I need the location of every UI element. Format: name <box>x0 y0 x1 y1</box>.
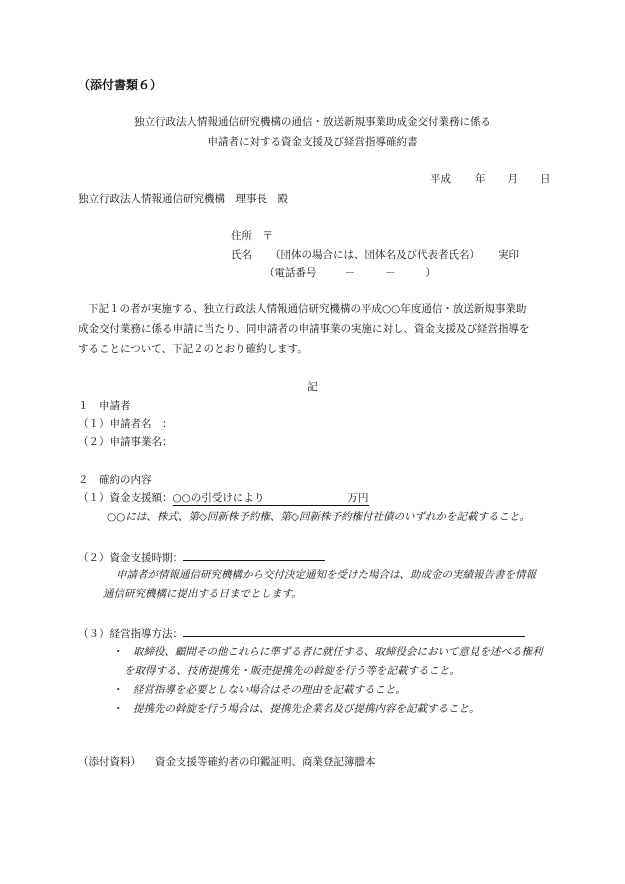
name-note: （団体の場合には、団体名及び代表者氏名） <box>270 249 480 261</box>
funding-amount-line <box>78 491 369 506</box>
ki-label: 記 <box>307 381 318 393</box>
body-line-3: することについて、下記２のとおり確約します。 <box>78 343 308 355</box>
attachment-label: （添付書類６） <box>78 78 163 92</box>
addressee: 独立行政法人情報通信研究機構 理事長 殿 <box>78 193 288 205</box>
funding-time-note-2: 通信研究機構に提出する日までとします。 <box>103 588 302 600</box>
phone-dash-1: － <box>344 267 355 279</box>
funding-amount-note: ○○には、株式、第◇回新株予約権、第◇回新株予約権付社債のいずれかを記載すること。 <box>107 511 530 523</box>
funding-amount-label: （１）資金支援額： <box>78 492 173 504</box>
guidance-bullet-1-line-1: ・ 取締役、顧問その他これらに準ずる者に就任する、取締役会において意見を述べる権利 <box>112 646 543 658</box>
applicant-project-item: （２）申請事業名： <box>78 436 173 448</box>
date-era: 平成 <box>430 173 451 185</box>
date-year: 年 <box>475 173 486 185</box>
funding-amount-unit: 万円 <box>347 492 369 504</box>
body-line-2: 成金交付業務に係る申請に当たり、同申請者の申請事業の実施に対し、資金支援及び経営指導を <box>78 323 530 335</box>
date-day: 日 <box>540 173 551 185</box>
guidance-label: （３）経営指導方法： <box>78 628 183 640</box>
funding-time-field <box>183 548 325 561</box>
funding-time-line <box>78 548 325 565</box>
phone-close: ） <box>425 267 436 279</box>
attachments-line <box>78 755 376 769</box>
title-line-2: 申請者に対する資金支援及び経営指導確約書 <box>207 136 418 148</box>
title-line-1: 独立行政法人情報通信研究機構の通信・放送新規事業助成金交付業務に係る <box>134 116 491 128</box>
guidance-bullet-3: ・ 提携先の斡旋を行う場合は、提携先企業名及び提携内容を記載すること。 <box>112 703 480 715</box>
funding-amount-field <box>173 491 369 506</box>
section-1-heading: １ 申請者 <box>78 400 131 412</box>
guidance-bullet-2: ・ 経営指導を必要としない場合はその理由を記載すること。 <box>112 684 406 696</box>
funding-amount-value: ○○の引受けにより <box>172 492 265 504</box>
phone-line <box>264 266 436 280</box>
section-2-heading: ２ 確約の内容 <box>78 474 152 486</box>
phone-dash-2: － <box>385 267 396 279</box>
guidance-line <box>78 624 525 641</box>
applicant-name-item: （１）申請者名 ： <box>78 418 173 430</box>
guidance-bullet-1-line-2: を取得する、技術提携先・販売提携先の斡旋を行う等を記載すること。 <box>124 665 460 677</box>
address-label: 住所 〒 <box>231 230 273 242</box>
body-line-1: 下記１の者が実施する、独立行政法人情報通信研究機構の平成○○年度通信・放送新規事業助 <box>88 303 527 315</box>
attachments-label: （添付資料） <box>78 756 141 768</box>
name-label: 氏名 <box>231 249 252 261</box>
guidance-field <box>183 624 525 637</box>
attachments-text: 資金支援等確約者の印鑑証明、商業登記簿謄本 <box>155 756 376 768</box>
name-line <box>231 248 519 262</box>
funding-time-label: （２）資金支援時期： <box>78 552 183 564</box>
phone-label: （電話番号 <box>264 267 317 279</box>
funding-time-note-1: 申請者が情報通信研究機構から交付決定通知を受けた場合は、助成金の実績報告書を情報 <box>116 569 536 581</box>
date-line <box>430 172 551 186</box>
date-month: 月 <box>507 173 518 185</box>
seal-label: 実印 <box>498 249 519 261</box>
